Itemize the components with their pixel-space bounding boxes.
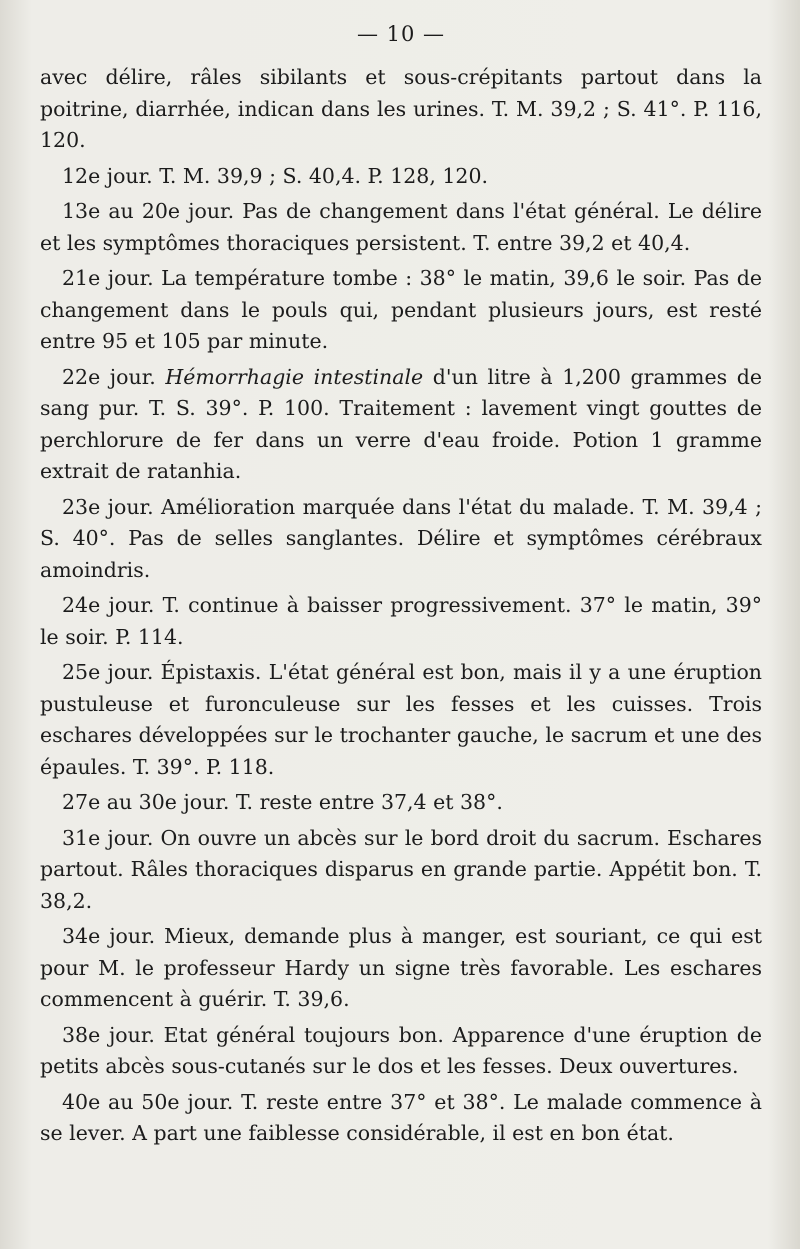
paragraph-day-34: 34e jour. Mieux, demande plus à manger, est souriant, ce qui est pour M. le professeur Hardy un signe très favorable. Les eschares commencent à guérir. T. 39,6. xyxy=(40,924,762,1011)
paragraph-day-22-rest: d'un litre à 1,200 grammes de sang pur. T. S. 39°. P. 100. Traitement : lavement vingt gouttes de perchlorure de fer dans un verre d'eau froide. Potion 1 gramme extrait de ratanhia. xyxy=(40,364,762,483)
page-number: — 10 — xyxy=(356,22,446,46)
paragraph-day-13-20: 13e au 20e jour. Pas de changement dans l'état général. Le délire et les symptômes thoraciques persistent. T. entre 39,2 et 40,4. xyxy=(40,199,762,255)
paragraph-day-21: 21e jour. La température tombe : 38° le matin, 39,6 le soir. Pas de changement dans le pouls qui, pendant plusieurs jours, est resté entre 95 et 105 par minute. xyxy=(40,266,762,353)
paragraph-day-40-50: 40e au 50e jour. T. reste entre 37° et 38°. Le malade commence à se lever. A part une faiblesse considérable, il est en bon état. xyxy=(40,1089,762,1145)
paragraph-continuation: avec délire, râles sibilants et sous-crépitants partout dans la poitrine, diarrhée, indican dans les urines. T. M. 39,2 ; S. 41°. P. 116, 120. xyxy=(40,65,762,152)
paragraph-day-22-italic: Hémorrhagie intestinale xyxy=(165,364,424,389)
paragraph-day-23: 23e jour. Amélioration marquée dans l'état du malade. T. M. 39,4 ; S. 40°. Pas de selles sanglantes. Délire et symptômes cérébraux amoindris. xyxy=(40,494,762,582)
paragraph-day-27-30: 27e au 30e jour. T. reste entre 37,4 et 38°. xyxy=(62,790,503,814)
paragraph-day-38: 38e jour. Etat général toujours bon. Apparence d'une éruption de petits abcès sous-cutanés sur le dos et les fesses. Deux ouvertures. xyxy=(40,1022,762,1078)
paragraph-day-31: 31e jour. On ouvre un abcès sur le bord droit du sacrum. Eschares partout. Râles thoraciques disparus en grande partie. Appétit bon. T. 38,2. xyxy=(40,825,762,913)
paragraph-day-24: 24e jour. T. continue à baisser progressivement. 37° le matin, 39° le soir. P. 114. xyxy=(40,593,762,649)
paragraph-day-22 xyxy=(40,362,762,488)
paragraph-day-25: 25e jour. Épistaxis. L'état général est bon, mais il y a une éruption pustuleuse et furonculeuse sur les fesses et les cuisses. Trois eschares développées sur le trochanter gauche, le sacrum et une des épaules. T. 39°. P. 118. xyxy=(40,660,762,779)
paragraph-day-22-lead: 22e jour. xyxy=(62,364,166,389)
paragraph-day-12: 12e jour. T. M. 39,9 ; S. 40,4. P. 128, 120. xyxy=(62,163,489,188)
